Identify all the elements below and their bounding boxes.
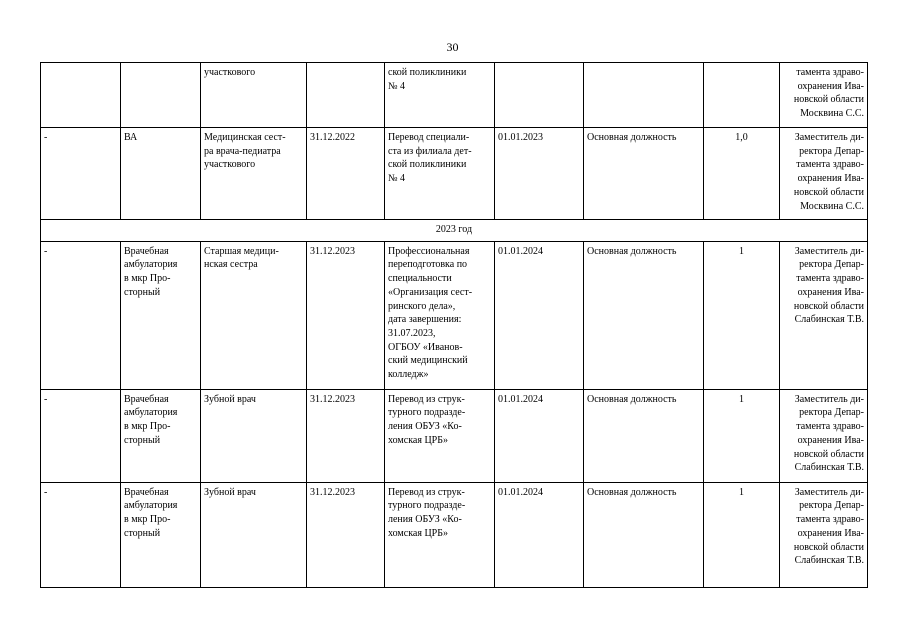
approver-line: новской области: [793, 300, 864, 312]
department-cell: [121, 482, 201, 587]
approver-line: охранения Ива-: [797, 286, 864, 298]
reason-line: ления ОБУЗ «Ко-: [388, 421, 462, 433]
reason-line: ста из филиала дет-: [388, 145, 472, 157]
reason-line: колледж»: [388, 369, 429, 381]
approver-line: тамента здраво-: [796, 67, 864, 78]
department-line: амбулатория: [124, 500, 178, 512]
table-row: [41, 482, 868, 587]
position-line: Медицинская сест-: [204, 132, 286, 143]
reason-line: дата завершения:: [388, 314, 462, 326]
table-row: [41, 389, 868, 482]
table-row: [41, 63, 868, 128]
table-row: [41, 128, 868, 220]
approver-cell: [780, 128, 868, 220]
reason-line: Перевод специали-: [388, 132, 470, 143]
reason-line: № 4: [388, 80, 406, 92]
department-line: амбулатория: [124, 407, 178, 419]
staff-table: [40, 62, 868, 588]
row-marker-cell: -: [41, 482, 121, 587]
approver-cell: [780, 63, 868, 128]
approver-line: ректора Депар-: [799, 145, 864, 157]
position-line: ра врача-педиатра: [204, 145, 281, 157]
approver-cell: [780, 241, 868, 389]
department-line: сторный: [124, 527, 161, 539]
approver-line: Слабинская Т.В.: [794, 314, 864, 326]
approver-line: ректора Депар-: [799, 407, 864, 419]
reason-line: ской поликлиники: [388, 67, 467, 78]
reason-line: переподготовка по: [388, 259, 468, 271]
start-date-cell: [495, 63, 584, 128]
department-line: амбулатория: [124, 259, 178, 271]
position-cell: [201, 482, 307, 587]
approver-line: Заместитель ди-: [794, 245, 864, 257]
date-cell: 31.12.2023: [307, 389, 385, 482]
department-line: ВА: [124, 132, 138, 143]
row-marker-cell: -: [41, 128, 121, 220]
start-date-cell: 01.01.2024: [495, 389, 584, 482]
start-date-cell: 01.01.2024: [495, 241, 584, 389]
position-line: участкового: [204, 159, 256, 171]
approver-line: тамента здраво-: [796, 421, 864, 433]
department-cell: [121, 128, 201, 220]
approver-line: тамента здраво-: [796, 273, 864, 285]
reason-line: «Организация сест-: [388, 286, 473, 298]
rate-cell: 1,0: [704, 128, 780, 220]
approver-line: Заместитель ди-: [794, 393, 864, 405]
approver-line: Заместитель ди-: [794, 486, 864, 498]
approver-line: новской области: [793, 94, 864, 106]
department-cell: [121, 241, 201, 389]
approver-line: Слабинская Т.В.: [794, 555, 864, 567]
rate-cell: [704, 63, 780, 128]
row-marker-cell: [41, 63, 121, 128]
reason-line: ский медицинский: [388, 355, 468, 367]
page-number: 30: [446, 40, 459, 54]
reason-line: хомская ЦРБ»: [388, 527, 448, 539]
approver-line: Москвина С.С.: [800, 108, 864, 120]
department-cell: [121, 63, 201, 128]
approver-line: охранения Ива-: [797, 173, 864, 185]
approver-line: новской области: [793, 186, 864, 198]
position-type-cell: Основная должность: [584, 389, 704, 482]
position-line: нская сестра: [204, 259, 258, 271]
rate-cell: 1: [704, 241, 780, 389]
position-line: участкового: [204, 67, 256, 78]
approver-line: тамента здраво-: [796, 159, 864, 171]
position-cell: [201, 63, 307, 128]
approver-line: Заместитель ди-: [794, 132, 864, 143]
position-cell: [201, 241, 307, 389]
reason-line: специальности: [388, 273, 452, 285]
position-type-cell: Основная должность: [584, 128, 704, 220]
department-line: в мкр Про-: [124, 273, 171, 285]
approver-line: охранения Ива-: [797, 434, 864, 446]
reason-cell: [385, 482, 495, 587]
reason-line: ления ОБУЗ «Ко-: [388, 514, 462, 526]
position-type-cell: Основная должность: [584, 482, 704, 587]
approver-line: Слабинская Т.В.: [794, 462, 864, 474]
approver-line: тамента здраво-: [796, 514, 864, 526]
reason-line: Перевод из струк-: [388, 393, 465, 405]
approver-line: охранения Ива-: [797, 527, 864, 539]
year-header-row: [41, 220, 868, 242]
reason-cell: [385, 63, 495, 128]
department-line: Врачебная: [124, 393, 169, 405]
position-line: Зубной врач: [204, 486, 256, 498]
approver-line: новской области: [793, 448, 864, 460]
row-marker-cell: -: [41, 241, 121, 389]
department-line: в мкр Про-: [124, 421, 171, 433]
reason-line: Профессиональная: [388, 245, 470, 257]
year-header: 2023 год: [41, 220, 868, 242]
date-cell: 31.12.2022: [307, 128, 385, 220]
reason-line: 31.07.2023,: [388, 327, 436, 339]
reason-cell: [385, 128, 495, 220]
position-type-cell: [584, 63, 704, 128]
approver-cell: [780, 389, 868, 482]
reason-line: турного подразде-: [388, 500, 466, 512]
reason-line: ОГБОУ «Иванов-: [388, 341, 463, 353]
department-cell: [121, 389, 201, 482]
reason-line: ской поликлиники: [388, 159, 467, 171]
row-marker-cell: -: [41, 389, 121, 482]
reason-line: № 4: [388, 173, 406, 185]
position-line: Зубной врач: [204, 393, 256, 405]
date-cell: 31.12.2023: [307, 482, 385, 587]
start-date-cell: 01.01.2024: [495, 482, 584, 587]
reason-line: Перевод из струк-: [388, 486, 465, 498]
department-line: сторный: [124, 434, 161, 446]
start-date-cell: 01.01.2023: [495, 128, 584, 220]
reason-cell: [385, 389, 495, 482]
reason-line: ринского дела»,: [388, 300, 456, 312]
position-cell: [201, 389, 307, 482]
rate-cell: 1: [704, 482, 780, 587]
reason-cell: [385, 241, 495, 389]
department-line: сторный: [124, 286, 161, 298]
approver-line: новской области: [793, 541, 864, 553]
rate-cell: 1: [704, 389, 780, 482]
table-row: [41, 241, 868, 389]
approver-line: охранения Ива-: [797, 80, 864, 92]
approver-line: ректора Депар-: [799, 500, 864, 512]
department-line: в мкр Про-: [124, 514, 171, 526]
approver-cell: [780, 482, 868, 587]
position-cell: [201, 128, 307, 220]
department-line: Врачебная: [124, 486, 169, 498]
approver-line: ректора Депар-: [799, 259, 864, 271]
date-cell: 31.12.2023: [307, 241, 385, 389]
position-type-cell: Основная должность: [584, 241, 704, 389]
reason-line: турного подразде-: [388, 407, 466, 419]
position-line: Старшая медици-: [204, 245, 279, 257]
department-line: Врачебная: [124, 245, 169, 257]
approver-line: Москвина С.С.: [800, 200, 864, 212]
date-cell: [307, 63, 385, 128]
reason-line: хомская ЦРБ»: [388, 434, 448, 446]
